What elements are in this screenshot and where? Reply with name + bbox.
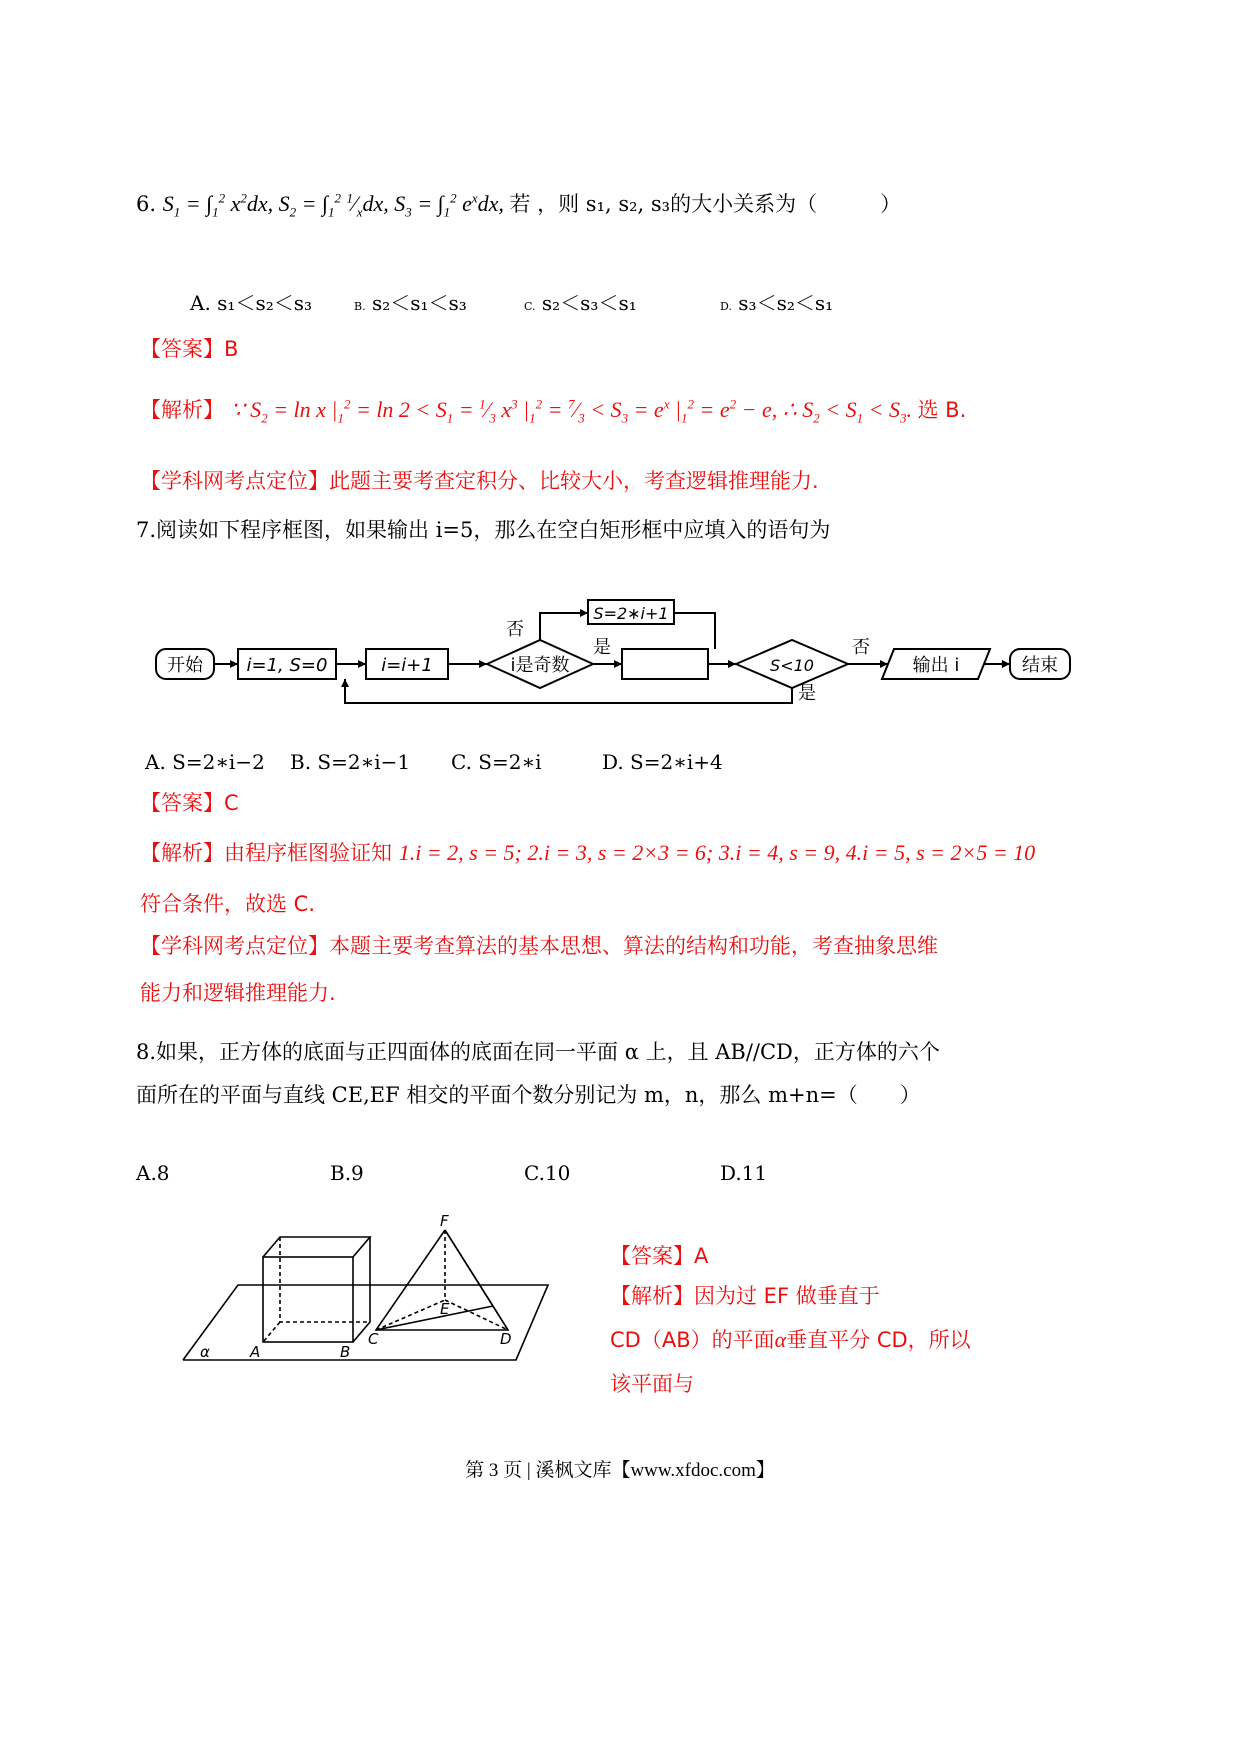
flow-yes2-label: 是 — [798, 683, 816, 704]
label-e: E — [440, 1300, 450, 1318]
q8-option-c: C.10 — [524, 1161, 571, 1185]
q6-stem: 6. $S_1 = \int_1^2$ $x^2dx$, $S_2 = \int_1^2$ $^1⁄_xdx$, $S_3 = \int_1^2$ $e^xdx$, 若 ，则 s₁, s₂, s₃的大小关系为（ ） — [136, 190, 902, 220]
q8-stem-line1: 8.如果，正方体的底面与正四面体的底面在同一平面 α 上，且 AB//CD，正方体的六个 — [136, 1040, 940, 1064]
label-d: D — [500, 1330, 512, 1348]
q7-option-c: C. S=2∗i — [451, 750, 542, 774]
flow-no2-label: 否 — [852, 637, 870, 658]
flow-assign-label: S=2∗i+1 — [593, 604, 669, 623]
q7-flowchart — [150, 595, 1090, 710]
flow-init-label: i=1, S=0 — [246, 655, 328, 676]
label-b: B — [340, 1343, 351, 1361]
q8-analysis-line3: 该平面与 — [610, 1372, 694, 1396]
q6-formula: $S_1 = \int_1^2$ $x^2dx$, $S_2 = \int_1^2$ $^1⁄_xdx$, $S_3 = \int_1^2$ $e^xdx$, — [162, 190, 510, 220]
flow-decision2-label: S<10 — [770, 656, 814, 675]
q6-answer: 【答案】B — [140, 337, 239, 361]
q6-stem-tail: 若 ，则 s₁, s₂, s₃的大小关系为（ ） — [509, 192, 902, 216]
label-f: F — [440, 1212, 449, 1230]
q7-analysis: 【解析】由程序框图验证知 1.i = 2, s = 5; 2.i = 3, s = 2×3 = 6; 3.i = 4, s = 9, 4.i = 5, s = 2×5 = 10 — [140, 840, 1036, 865]
q8-analysis-line1: 【解析】因为过 EF 做垂直于 — [610, 1284, 880, 1308]
q7-analysis-math: 1.i = 2, s = 5; 2.i = 3, s = 2×3 = 6; 3.i = 4, s = 9, 4.i = 5, s = 2×5 = 10 — [398, 840, 1036, 865]
q6-analysis: 【解析】 ∵ $S_2 = \ln x$ $|_1^2 = \ln 2 < S_1$ = $^1⁄_3$ $x^3$ $|_1^2$ = $^7⁄_3 < S_3 = e^x$ $|_1^2 = e^2 - e$, ∴ $S_2 < S_1 < S_3$. 选 B. — [140, 396, 967, 426]
q7-analysis-line2: 符合条件，故选 C. — [140, 892, 316, 916]
q8-answer: 【答案】A — [610, 1244, 709, 1268]
q8-option-a: A.8 — [136, 1161, 170, 1185]
q8-analysis-line2: CD（AB）的平面α垂直平分 CD，所以 — [610, 1327, 971, 1352]
q8-option-d: D.11 — [720, 1161, 768, 1185]
flow-end-label: 结束 — [1022, 655, 1058, 676]
flow-output-label: 输出 i — [912, 655, 960, 676]
q7-option-d: D. S=2∗i+4 — [602, 750, 723, 774]
label-a: A — [250, 1343, 261, 1361]
flow-decision1-label: i是奇数 — [510, 655, 570, 676]
q7-answer: 【答案】C — [140, 791, 239, 815]
q8-option-b: B.9 — [330, 1161, 364, 1185]
cube-front — [263, 1257, 353, 1342]
q7-stem: 7.阅读如下程序框图，如果输出 i=5，那么在空白矩形框中应填入的语句为 — [136, 518, 831, 542]
q7-point-line1: 【学科网考点定位】本题主要考查算法的基本思想、算法的结构和功能，考查抽象思维 — [140, 934, 938, 958]
q6-analysis-math: ∵ $S_2 = \ln x$ $|_1^2 = \ln 2 < S_1$ = $^1⁄_3$ $x^3$ $|_1^2$ = $^7⁄_3 < S_3 = e^x$ $|_1^2 = e^2 - e$, ∴ $S_2 < S_1 < S_3$. — [230, 396, 918, 426]
label-c: C — [368, 1330, 379, 1348]
q7-option-a: A. S=2∗i−2 — [145, 750, 265, 774]
flow-start-label: 开始 — [167, 655, 203, 676]
q6-option-d: D. s₃＜s₂＜s₁ — [720, 291, 834, 315]
flow-incr-label: i=i+1 — [381, 655, 433, 676]
q8-figure — [178, 1210, 568, 1370]
q6-option-b: B. s₂＜s₁＜s₃ — [354, 291, 467, 315]
q7-point-line2: 能力和逻辑推理能力. — [140, 981, 336, 1005]
q8-stem-line2: 面所在的平面与直线 CE,EF 相交的平面个数分别记为 m，n，那么 m+n=（ ） — [136, 1083, 921, 1107]
q6-option-a: A. s₁＜s₂＜s₃ — [190, 291, 313, 315]
label-alpha: α — [200, 1343, 210, 1361]
flow-blank-box — [622, 649, 708, 679]
flow-no1-label: 否 — [506, 619, 524, 640]
page-footer: 第 3 页 | 溪枫文库【www.xfdoc.com】 — [465, 1460, 775, 1481]
flow-yes1-label: 是 — [593, 637, 611, 658]
q7-option-b: B. S=2∗i−1 — [290, 750, 411, 774]
q6-option-c: C. s₂＜s₃＜s₁ — [524, 291, 637, 315]
q6-point: 【学科网考点定位】此题主要考查定积分、比较大小，考查逻辑推理能力. — [140, 469, 819, 493]
